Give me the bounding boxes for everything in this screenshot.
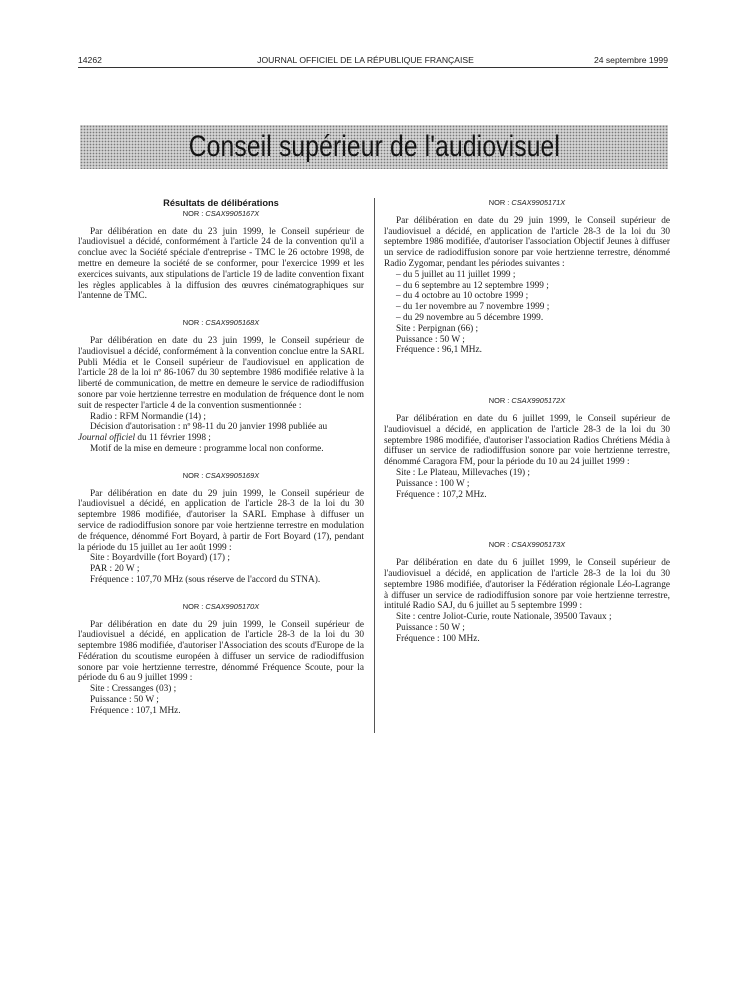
detail-line: Puissance : 50 W ; [90, 695, 159, 706]
nor-code: CSAX9905173X [511, 540, 566, 550]
journal-reference-date: du 11 février 1998 ; [135, 433, 211, 444]
deliberation-text: Par délibération en date du 6 juillet 1999, le Conseil supérieur de l'audiovisuel a décidé, en application de l'article 28-3 de la loi du 30 septembre 1986 modifiée, d'autoriser l'association Radios Chrétiens Média à diffuser un service de radiodiffusion sonore par voie hertzienne terrestre, dénommé Caragora FM, pour la période du 10 au 24 juillet 1999 : [384, 413, 670, 468]
detail-line: Fréquence : 100 MHz. [396, 633, 480, 644]
detail-line: Site : Perpignan (66) ; [396, 323, 479, 334]
detail-line: Site : Boyardville (fort Boyard) (17) ; [90, 553, 230, 564]
detail-line: Site : Le Plateau, Millevaches (19) ; [396, 467, 530, 478]
nor-reference [78, 471, 364, 482]
nor-reference [78, 602, 364, 613]
deliberation-block [384, 198, 670, 356]
detail-line: Puissance : 50 W ; [396, 334, 465, 345]
period-item: – du 6 septembre au 12 septembre 1999 ; [396, 280, 549, 291]
detail-line: Site : Cressanges (03) ; [90, 684, 177, 695]
deliberation-block [384, 540, 670, 644]
period-item: – du 5 juillet au 11 juillet 1999 ; [396, 269, 516, 280]
section-banner [80, 125, 668, 169]
column-divider [374, 198, 375, 733]
nor-reference [384, 198, 670, 209]
journal-reference: Journal officiel [78, 433, 136, 444]
deliberation-text: Par délibération en date du 6 juillet 1999, le Conseil supérieur de l'audiovisuel a décidé, en application de l'article 28-3 de la loi du 30 septembre 1986 modifiée, d'autoriser la Fédération régionale Léo-Lagrange à diffuser un service de radiodiffusion sonore par voie hertzienne terrestre, intitulé Radio SAJ, du 6 juillet au 5 septembre 1999 : [384, 558, 670, 612]
detail-line: PAR : 20 W ; [90, 564, 140, 575]
period-item: – du 4 octobre au 10 octobre 1999 ; [396, 291, 529, 302]
detail-line: Site : centre Joliot-Curie, route Nationale, 39500 Tavaux ; [396, 612, 612, 623]
header-rule [78, 67, 668, 68]
deliberation-block [384, 396, 670, 500]
detail-line: Radio : RFM Normandie (14) ; [90, 411, 206, 422]
nor-reference [78, 318, 364, 329]
detail-line: Motif de la mise en demeure : programme local non conforme. [90, 443, 324, 454]
deliberation-text: Par délibération en date du 23 juin 1999, le Conseil supérieur de l'audiovisuel a décidé, conformément à l'article 24 de la convention qu'il a conclue avec la Société spéciale d'entreprise - TMC le 26 octobre 1998, de mettre en demeure la société de se conformer, pour l'exercice 1999 et les exercices suivants, aux stipulations de l'article 19 de ladite convention fixant les règles applicables à la diffusion des œuvres cinématographiques sur l'antenne de TMC. [78, 226, 364, 302]
period-item: – du 29 novembre au 5 décembre 1999. [396, 312, 544, 323]
nor-prefix: NOR : [488, 540, 510, 550]
detail-line-continued [78, 433, 364, 444]
nor-code: CSAX9905170X [205, 601, 260, 611]
left-column [78, 198, 364, 717]
nor-prefix: NOR : [488, 396, 510, 406]
detail-line: Décision d'autorisation : nº 98-11 du 20 janvier 1998 publiée au [90, 422, 328, 433]
deliberation-text: Par délibération en date du 29 juin 1999, le Conseil supérieur de l'audiovisuel a décidé, en application de l'article 28-3 de la loi du 30 septembre 1986 modifiée, d'autoriser la SARL Emphase à diffuser un service de radiodiffusion sonore par voie hertzienne terrestre en modulation de fréquence, dénommé Fort Boyard, à partir de Fort Boyard (17), pendant la période du 15 juillet au 1er août 1999 : [78, 488, 364, 553]
detail-line: Fréquence : 96,1 MHz. [396, 345, 482, 356]
section-title: Résultats de délibérations [163, 198, 279, 208]
header-date: 24 septembre 1999 [593, 55, 668, 65]
detail-line: Fréquence : 107,70 MHz (sous réserve de l'accord du STNA). [90, 574, 321, 585]
nor-code: CSAX9905168X [205, 318, 260, 328]
nor-prefix: NOR : [182, 601, 204, 611]
nor-reference [384, 396, 670, 407]
nor-code: CSAX9905169X [205, 470, 260, 480]
nor-code: CSAX9905172X [511, 396, 566, 406]
nor-code: CSAX9905171X [511, 198, 566, 207]
deliberation-text: Par délibération en date du 29 juin 1999, le Conseil supérieur de l'audiovisuel a décidé, en application de l'article 28-3 de la loi du 30 septembre 1986 modifiée, d'autoriser l'association Objectif Jeunes à diffuser un service de radiodiffusion sonore par voie hertzienne terrestre, dénommé Radio Zygomar, pendant les périodes suivantes : [384, 215, 670, 269]
nor-prefix: NOR : [182, 318, 204, 328]
nor-reference [78, 209, 364, 220]
nor-prefix: NOR : [182, 470, 204, 480]
banner-title: Conseil supérieur de l'audiovisuel [188, 130, 560, 163]
nor-reference [384, 540, 670, 551]
page-number: 14262 [78, 55, 102, 65]
nor-prefix: NOR : [488, 198, 510, 207]
detail-line: Fréquence : 107,2 MHz. [396, 489, 487, 500]
right-column [384, 198, 670, 645]
nor-prefix: NOR : [182, 208, 204, 218]
deliberation-text: Par délibération en date du 29 juin 1999, le Conseil supérieur de l'audiovisuel a décidé, en application de l'article 28-3 de la loi du 30 septembre 1986 modifiée, d'autoriser l'Association des scouts d'Europe de la Fédération du scoutisme européen à diffuser un service de radiodiffusion sonore par voie hertzienne terrestre, dénommé Fréquence Scoute, pour la période du 6 au 9 juillet 1999 : [78, 619, 364, 684]
journal-title: JOURNAL OFFICIEL DE LA RÉPUBLIQUE FRANÇAISE [257, 55, 474, 65]
detail-line: Puissance : 50 W ; [396, 622, 465, 633]
deliberation-block [78, 471, 364, 586]
deliberation-block [78, 209, 364, 302]
deliberation-block [78, 602, 364, 717]
detail-line: Puissance : 100 W ; [396, 478, 470, 489]
deliberation-text: Par délibération en date du 23 juin 1999, le Conseil supérieur de l'audiovisuel a décidé, conformément à la convention conclue entre la SARL Publi Média et le Conseil supérieur de l'audiovisuel en application de l'article 28 de la loi nº 86-1067 du 30 septembre 1986 modifiée relative à la liberté de communication, de mettre en demeure le service de radiodiffusion sonore par voie hertzienne terrestre en modulation de fréquence dont le nom suit de respecter l'article 4 de la convention susmentionnée : [78, 335, 364, 411]
deliberation-block [78, 318, 364, 455]
detail-line: Fréquence : 107,1 MHz. [90, 705, 181, 716]
nor-code: CSAX9905167X [205, 208, 260, 218]
period-item: – du 1er novembre au 7 novembre 1999 ; [396, 302, 550, 313]
